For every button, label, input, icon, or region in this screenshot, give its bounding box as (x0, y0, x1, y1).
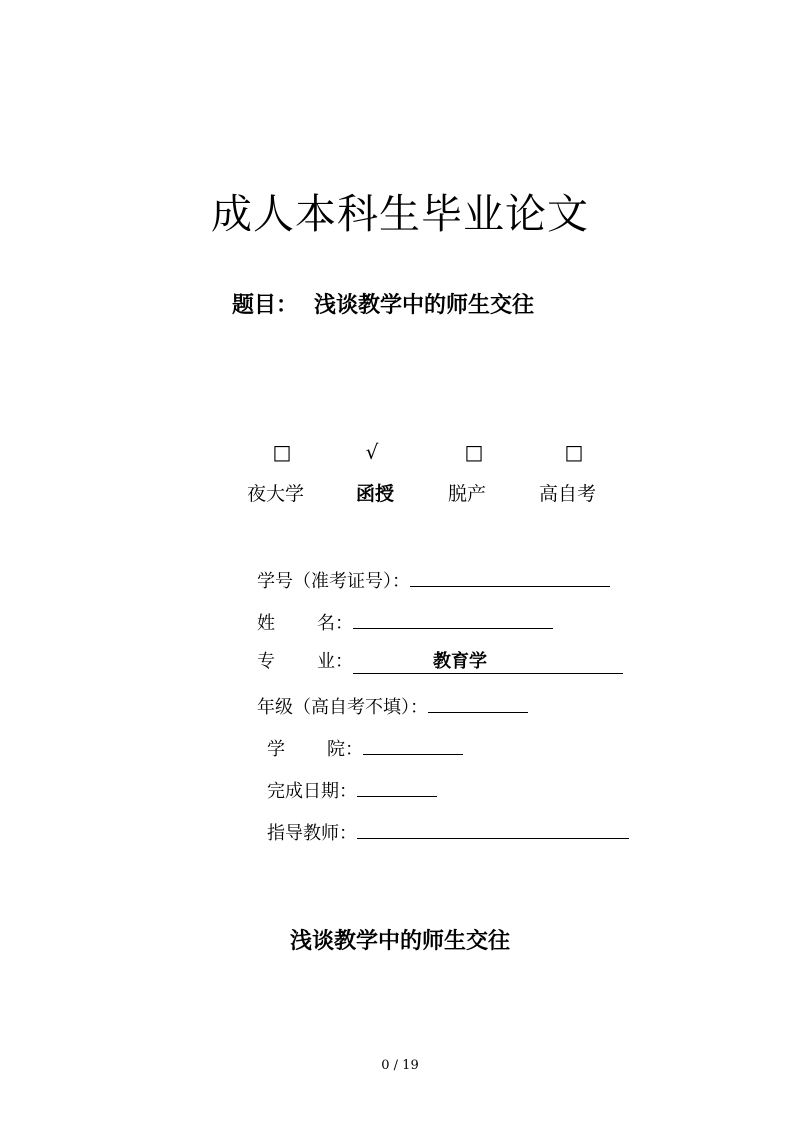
label-night-school: 夜大学 (247, 483, 305, 505)
checkbox-full-time[interactable]: □ (464, 440, 484, 464)
field-college-value[interactable] (363, 732, 463, 755)
field-name-label-b: 名： (317, 613, 353, 634)
subject-value: 浅谈教学中的师生交往 (314, 292, 535, 318)
field-major-label-a: 专 (257, 651, 275, 672)
label-correspondence: 函授 (356, 483, 395, 505)
field-advisor (267, 816, 629, 848)
field-date (267, 774, 437, 806)
field-name-value[interactable] (353, 606, 553, 629)
label-full-time: 脱产 (448, 483, 487, 505)
body-heading: 浅谈教学中的师生交往 (289, 928, 510, 954)
field-major (257, 648, 623, 676)
field-grade-value[interactable] (428, 690, 528, 713)
field-grade (257, 690, 528, 722)
field-college-label-b: 院： (327, 739, 363, 760)
subject-label: 题目： (232, 292, 299, 318)
field-student-id-value[interactable] (410, 564, 610, 587)
label-self-study-exam: 高自考 (539, 483, 597, 505)
field-date-label: 完成日期： (267, 781, 357, 802)
field-name (257, 606, 553, 638)
field-major-label-b: 业： (317, 651, 353, 672)
field-college-label-a: 学 (267, 739, 285, 760)
checkbox-correspondence[interactable]: √ (365, 440, 379, 464)
field-grade-label: 年级（高自考不填）： (257, 697, 428, 718)
subject-line (232, 288, 534, 322)
field-name-label-a: 姓 (257, 613, 275, 634)
field-date-value[interactable] (357, 774, 437, 797)
checkbox-night-school[interactable]: □ (272, 440, 292, 464)
field-major-value[interactable]: 教育学 (433, 651, 487, 672)
field-student-id (257, 564, 610, 596)
field-student-id-label: 学号（准考证号）： (257, 571, 410, 592)
field-college (267, 732, 463, 764)
checkbox-self-study-exam[interactable]: □ (564, 440, 584, 464)
main-title: 成人本科生毕业论文 (211, 190, 589, 238)
field-advisor-value[interactable] (357, 816, 629, 839)
field-advisor-label: 指导教师： (267, 823, 357, 844)
page-number: 0 / 19 (381, 1058, 419, 1073)
